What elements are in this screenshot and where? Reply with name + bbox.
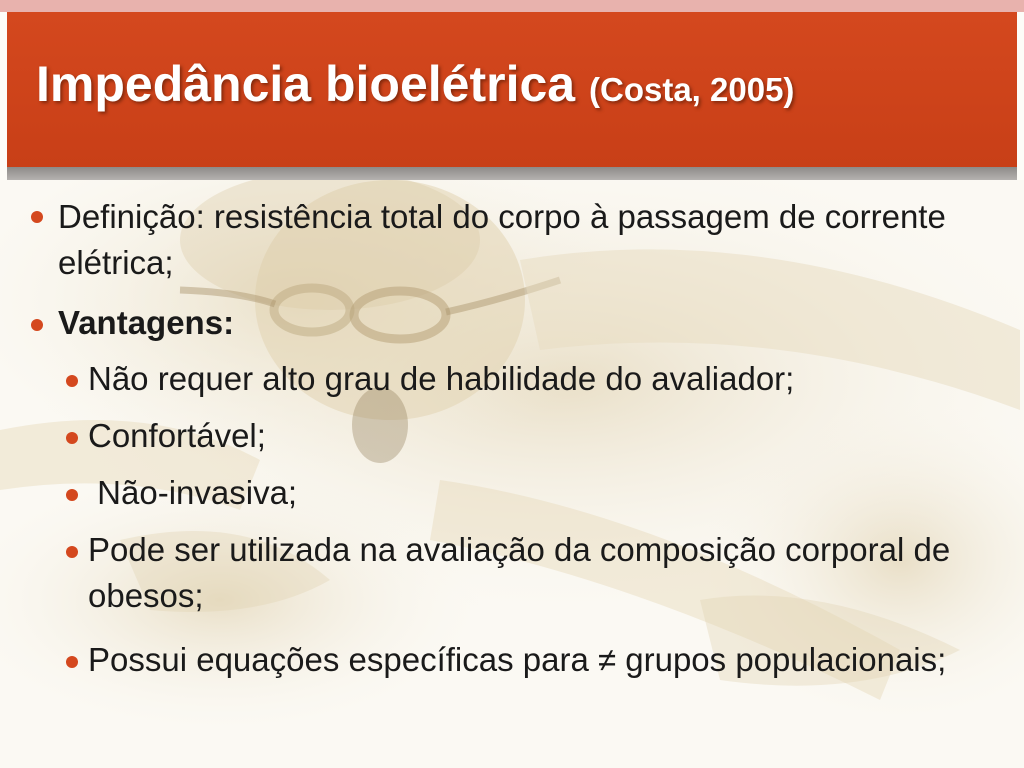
sub-bullet-obesos: Pode ser utilizada na avaliação da composição corporal de obesos;: [88, 531, 951, 614]
sub-bullet-nao-invasiva: Não-invasiva;: [88, 474, 298, 511]
slide-title-citation: (Costa, 2005): [589, 71, 795, 108]
sub-bullet-dot: [66, 375, 78, 387]
sub-bullet-dot: [66, 546, 78, 558]
sub-bullet-dot: [66, 489, 78, 501]
sub-bullet-habilidade: Não requer alto grau de habilidade do avaliador;: [88, 360, 795, 397]
sub-bullet-dot: [66, 432, 78, 444]
slide-title-main: Impedância bioelétrica: [36, 56, 576, 112]
bullet-definition: Definição: resistência total do corpo à passagem de corrente elétrica;: [58, 198, 946, 281]
bullet-vantagens-heading: Vantagens:: [58, 304, 235, 341]
sub-bullet-equacoes: Possui equações específicas para ≠ grupos populacionais;: [88, 641, 947, 678]
sub-bullet-dot: [66, 656, 78, 668]
sub-bullet-confortavel: Confortável;: [88, 417, 266, 454]
bullet-dot: [31, 319, 43, 331]
bullet-dot: [31, 211, 43, 223]
